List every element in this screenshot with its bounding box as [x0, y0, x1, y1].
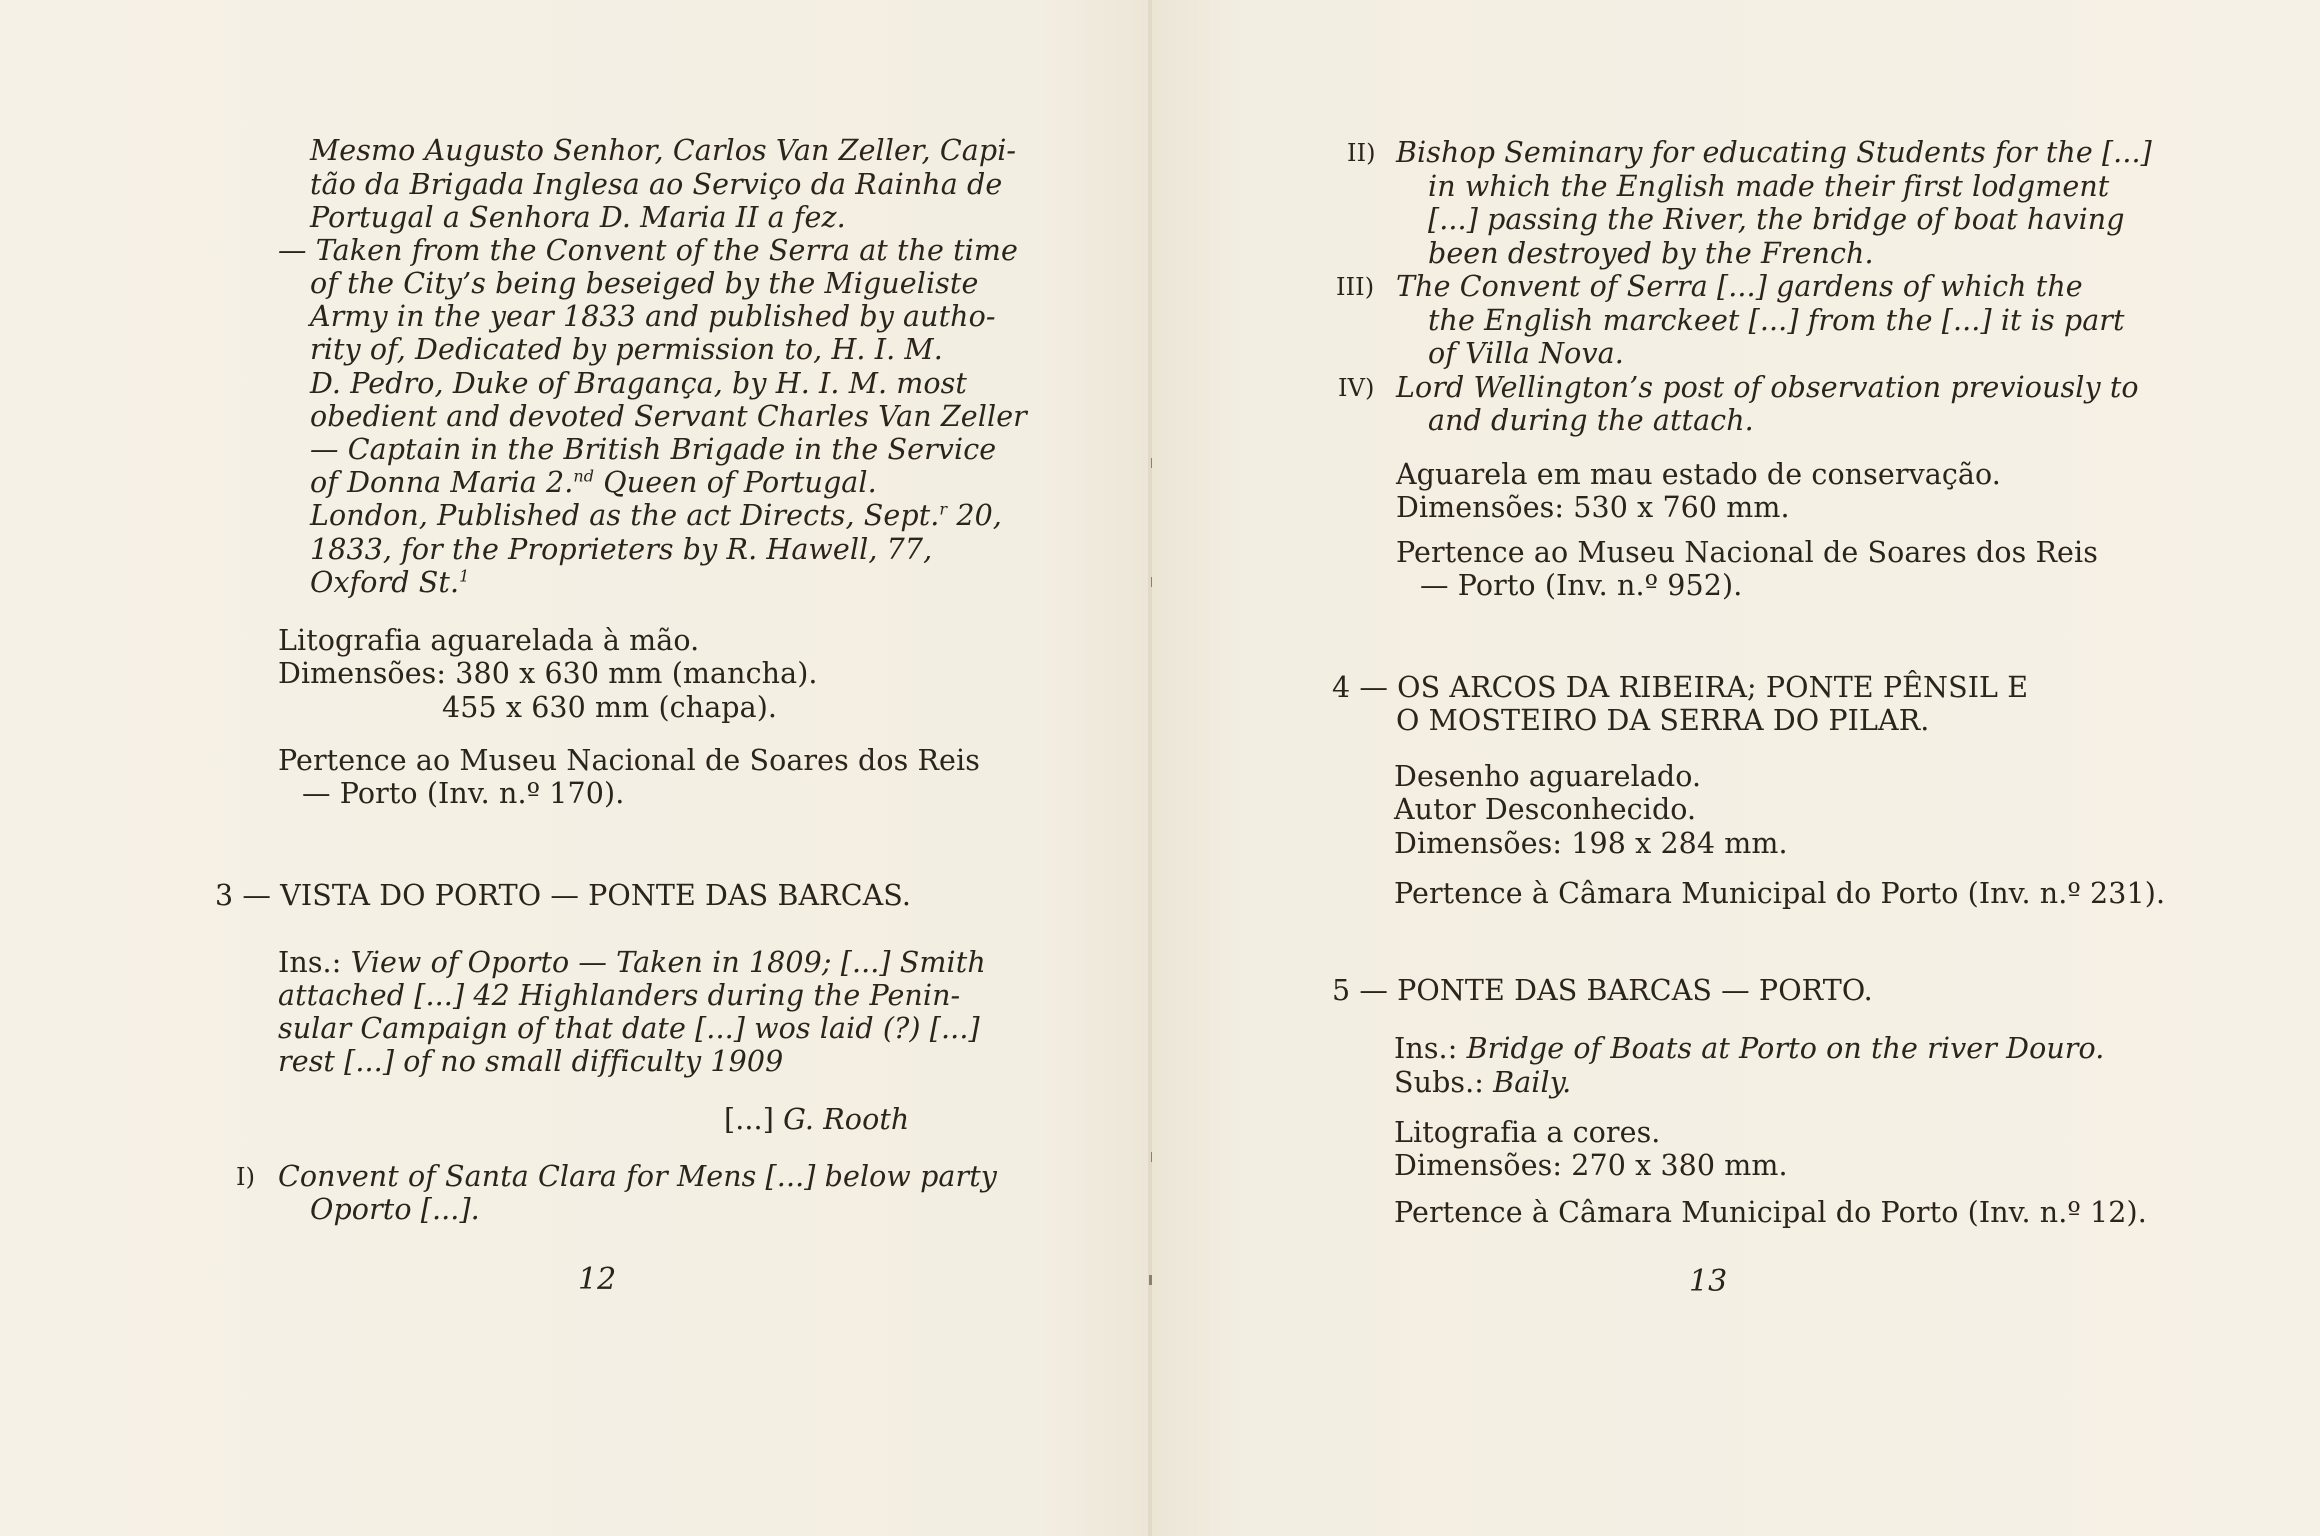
- caption-line: Army in the year 1833 and published by autho-: [310, 300, 996, 333]
- caption-line: — Taken from the Convent of the Serra at the time: [278, 234, 1018, 267]
- left-page: [0, 0, 1152, 1536]
- item-line: and during the attach.: [1428, 404, 1754, 437]
- caption-line: obedient and devoted Servant Charles Van Zeller: [310, 400, 1027, 433]
- dimensions: Dimensões: 198 x 284 mm.: [1394, 827, 1788, 860]
- caption-line: 1833, for the Proprieters by R. Hawell, 77,: [310, 533, 933, 566]
- entry-title: 4 — OS ARCOS DA RIBEIRA; PONTE PÊNSIL E: [1332, 671, 2029, 704]
- inscription-line: rest [...] of no small difficulty 1909: [278, 1045, 784, 1078]
- inscription-line: Ins.: View of Oporto — Taken in 1809; [...] Smith: [278, 946, 986, 979]
- entry-title: 3 — VISTA DO PORTO — PONTE DAS BARCAS.: [215, 879, 912, 912]
- item-line: Lord Wellington’s post of observation previously to: [1396, 371, 2139, 404]
- technique: Litografia a cores.: [1394, 1116, 1661, 1149]
- item-number: III): [1336, 273, 1375, 301]
- superscript: r: [939, 499, 948, 519]
- footnote-marker: 1: [459, 566, 470, 586]
- owner: Pertence à Câmara Municipal do Porto (Inv. n.º 12).: [1394, 1196, 2147, 1229]
- caption-line: tão da Brigada Inglesa ao Serviço da Rainha de: [310, 168, 1003, 201]
- caption-line: London, Published as the act Directs, Sept.$^r$ 20,: [310, 499, 1002, 532]
- subscription-line: Subs.: Baily.: [1394, 1066, 1572, 1099]
- signature: [...] G. Rooth: [724, 1103, 910, 1136]
- owner: — Porto (Inv. n.º 952).: [1420, 569, 1743, 602]
- author: Autor Desconhecido.: [1394, 793, 1697, 826]
- inscription-line: attached [...] 42 Highlanders during the Penin-: [278, 979, 961, 1012]
- item-line: Oporto [...].: [310, 1193, 480, 1226]
- caption-line: rity of, Dedicated by permission to, H. I. M.: [310, 333, 943, 366]
- item-line: [...] passing the River, the bridge of boat having: [1428, 203, 2125, 236]
- owner: — Porto (Inv. n.º 170).: [302, 777, 625, 810]
- item-line: The Convent of Serra [...] gardens of which the: [1396, 270, 2083, 303]
- item-line: of Villa Nova.: [1428, 337, 1624, 370]
- owner: Pertence ao Museu Nacional de Soares dos Reis: [278, 744, 980, 777]
- caption-line: Portugal a Senhora D. Maria II a fez.: [310, 201, 846, 234]
- item-line: in which the English made their first lodgment: [1428, 170, 2110, 203]
- dimensions: Dimensões: 380 x 630 mm (mancha).: [278, 657, 818, 690]
- item-line: been destroyed by the French.: [1428, 237, 1874, 270]
- owner: Pertence à Câmara Municipal do Porto (Inv. n.º 231).: [1394, 877, 2166, 910]
- entry-title: 5 — PONTE DAS BARCAS — PORTO.: [1332, 974, 1873, 1007]
- page-number: 12: [578, 1262, 617, 1297]
- item-line: the English marckeet [...] from the [...] it is part: [1428, 304, 2125, 337]
- item-number: I): [236, 1163, 256, 1191]
- technique: Desenho aguarelado.: [1394, 760, 1702, 793]
- dimensions: Dimensões: 530 x 760 mm.: [1396, 491, 1790, 524]
- technique: Litografia aguarelada à mão.: [278, 624, 700, 657]
- item-line: Convent of Santa Clara for Mens [...] below party: [278, 1160, 997, 1193]
- caption-line: Mesmo Augusto Senhor, Carlos Van Zeller, Capi-: [310, 134, 1017, 167]
- caption-line: Oxford St.$^1$: [310, 566, 470, 599]
- superscript: nd: [573, 466, 595, 486]
- dimensions: 455 x 630 mm (chapa).: [442, 691, 778, 724]
- technique: Aguarela em mau estado de conservação.: [1396, 458, 2001, 491]
- caption-line: D. Pedro, Duke of Bragança, by H. I. M. most: [310, 367, 967, 400]
- inscription-line: Ins.: Bridge of Boats at Porto on the river Douro.: [1394, 1032, 2105, 1065]
- item-number: IV): [1338, 374, 1375, 402]
- caption-line: of the City’s being beseiged by the Migueliste: [310, 267, 979, 300]
- dimensions: Dimensões: 270 x 380 mm.: [1394, 1149, 1788, 1182]
- page-number: 13: [1689, 1264, 1728, 1299]
- entry-title: O MOSTEIRO DA SERRA DO PILAR.: [1396, 704, 1930, 737]
- inscription-line: sular Campaign of that date [...] wos laid (?) [...]: [278, 1012, 980, 1045]
- caption-line: of Donna Maria 2.$^{nd}$ Queen of Portugal.: [310, 466, 877, 499]
- right-page: [1152, 0, 2320, 1536]
- caption-line: — Captain in the British Brigade in the Service: [310, 433, 997, 466]
- item-line: Bishop Seminary for educating Students for the [...]: [1396, 136, 2152, 169]
- item-number: II): [1347, 139, 1376, 167]
- owner: Pertence ao Museu Nacional de Soares dos Reis: [1396, 536, 2098, 569]
